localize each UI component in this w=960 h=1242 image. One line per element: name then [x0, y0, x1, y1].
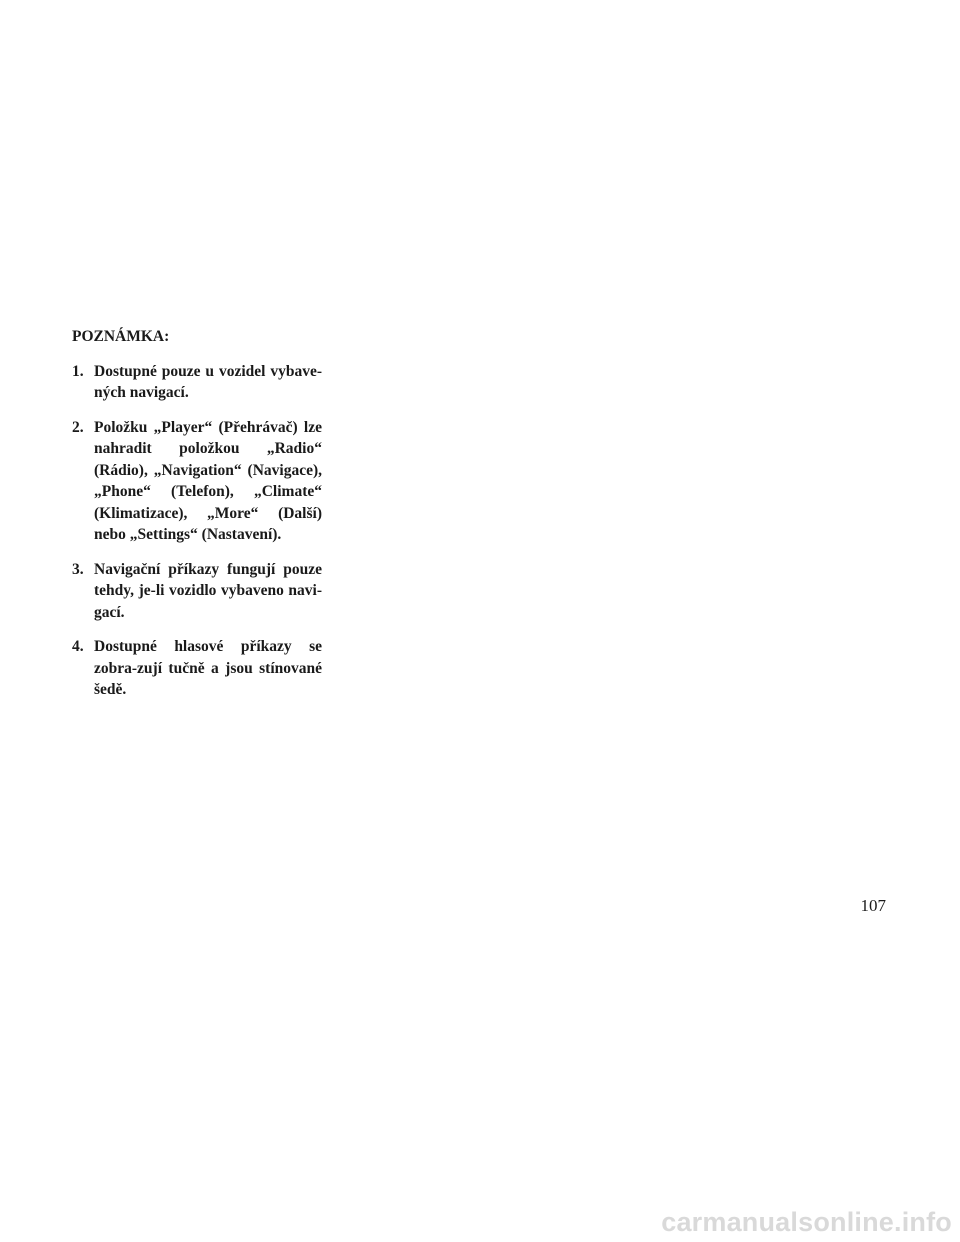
note-item-4	[72, 636, 322, 701]
note-block	[72, 326, 322, 714]
note-item-1	[72, 361, 322, 404]
note-item-text: Navigační příkazy fungují pouze tehdy, je-li vozidlo vybaveno navi-gací.	[94, 560, 322, 621]
note-item-number: 1.	[72, 362, 84, 380]
note-heading: POZNÁMKA:	[72, 328, 170, 345]
note-item-text: Položku „Player“ (Přehrávač) lze nahradit položkou „Radio“ (Rádio), „Navigation“ (Navigace), „Phone“ (Telefon), „Climate“ (Klimatizace), „More“ (Další) nebo „Settings“ (Nastavení).	[94, 418, 322, 543]
note-item-number: 2.	[72, 418, 84, 436]
note-item-2	[72, 417, 322, 546]
page-number: 107	[860, 896, 886, 915]
note-item-text: Dostupné hlasové příkazy se zobra-zují tučně a jsou stínované šedě.	[94, 638, 322, 698]
note-list	[72, 361, 322, 701]
note-item-3	[72, 559, 322, 624]
note-item-number: 3.	[72, 560, 84, 578]
note-item-number: 4.	[72, 638, 84, 655]
note-item-text: Dostupné pouze u vozidel vybave-ných navigací.	[94, 362, 322, 401]
watermark: carmanualsonline.info	[661, 1207, 952, 1237]
